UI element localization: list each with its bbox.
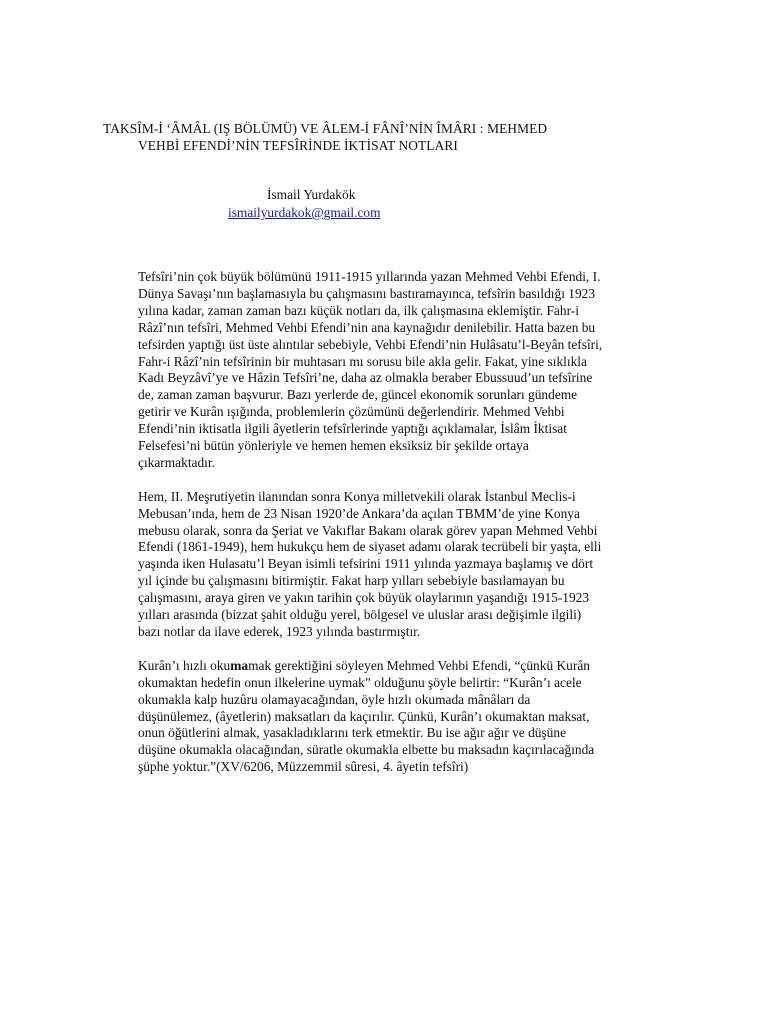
paragraph-line: Tefsîri’nin çok büyük bölümünü 1911-1915 yıllarında yazan Mehmed Vehbi Efendi, I. bbox=[138, 269, 601, 284]
paragraph-line: yılına kadar, zaman zaman bazı küçük notları da, ilk çalışmasına eklemiştir. Fahr-i bbox=[138, 302, 579, 318]
title-line-2: VEHBİ EFENDİ’NİN TEFSÎRİNDE İKTİSAT NOTLARI bbox=[138, 138, 458, 153]
paragraph-line: okumakla kalp huzûru olamayacağından, öyle hızlı okumada mânâları da bbox=[138, 691, 531, 707]
paragraph-line: çıkarmaktadır. bbox=[138, 454, 215, 470]
paragraph-line: Mebusan’ında, hem de 23 Nisan 1920’de Ankara’da açılan TBMM’de yine Konya bbox=[138, 505, 580, 521]
paragraph-line: yılları arasında (bizzat şahit olduğu yerel, bölgesel ve uluslar arası değişimle ilgili) bbox=[138, 607, 582, 623]
paragraph-line: de, zaman zaman başvurur. Bazı yerlerde de, güncel ekonomik sorunları gündeme bbox=[138, 387, 578, 403]
paragraph-line: şüphe yoktur.”(XV/6206, Müzzemmil sûresi, 4. âyetin tefsîri) bbox=[138, 759, 469, 775]
title-line-1: TAKSÎM-İ ‘ÂMÂL (IŞ BÖLÜMÜ) VE ÂLEM-İ FÂNÎ’NİN ÎMÂRI : MEHMED bbox=[103, 121, 548, 136]
paragraph-line: okumaktan hedefin onun ilkelerine uymak” olduğunu şöyle belirtir: “Kurân’ı acele bbox=[138, 674, 582, 690]
paragraph-line: Râzî’nın tefsîri, Mehmed Vehbi Efendi’nin ana kaynağıdır denilebilir. Hatta bazen bu bbox=[138, 319, 596, 335]
paragraph-line: çalışmasını, araya giren ve yakın tarihin çok büyük olaylarının yaşandığı 1915-1923 bbox=[138, 590, 590, 606]
author-email-link[interactable]: ismailyurdakok@gmail.com bbox=[228, 205, 381, 220]
paragraph-line: Fahr-i Râzî’nin tefsîrinin bir muhtasarı mı sorusu bile akla gelir. Fakat, yine sıklıkla bbox=[138, 353, 587, 369]
paragraph-text: Kurân’ı hızlı oku bbox=[138, 657, 231, 673]
paragraph-text: mak gerektiğini söyleyen Mehmed Vehbi Efendi, “çünkü Kurân bbox=[248, 657, 590, 673]
paragraph-line: düşüne okumakla olacağından, süratle okumakla elbette bu maksadın kaçırılacağında bbox=[138, 742, 595, 758]
paragraph-1 bbox=[138, 269, 678, 472]
document-title bbox=[103, 120, 703, 154]
paragraph-line: Felsefesi’ni bütün yönleriyle ve hemen hemen eksiksiz bir şekilde ortaya bbox=[138, 438, 529, 454]
paragraph-line: düşünülemez, (âyetlerin) maksatları da kaçırılır. Çünkü, Kurân’ı okumaktan maksat, bbox=[138, 708, 590, 724]
paragraph-line: mebusu olarak, sonra da Şeriat ve Vakıflar Bakanı olarak görev yapan Mehmed Vehbi bbox=[138, 522, 598, 538]
paragraph-line: bazı notlar da ilave ederek, 1923 yılında bastırmıştır. bbox=[138, 624, 421, 640]
paragraph-line: getirir ve Kurân ışığında, problemlerin çözümünü değerlendirir. Mehmed Vehbi bbox=[138, 404, 565, 420]
paragraph-line bbox=[138, 658, 678, 675]
paragraph-line: onun öğütlerini almak, yasakladıklarını terk etmektir. Bu ise ağır ağır ve düşüne bbox=[138, 725, 567, 741]
paragraph-emphasis: ma bbox=[230, 657, 249, 673]
paragraph-line: Dünya Savaşı’nın başlamasıyla bu çalışmasını bastıramayınca, tefsîrin basıldığı 1923 bbox=[138, 285, 596, 301]
paragraph-line: tefsirden yaptığı üst üste alıntılar sebebiyle, Vehbi Efendi’nin Hulâsatu’l-Beyân tefsîri, bbox=[138, 336, 603, 352]
paragraph-line: yıl içinde bu çalışmasını bitirmiştir. Fakat harp yılları sebebiyle basılamayan bu bbox=[138, 573, 565, 589]
author-name: İsmail Yurdakök bbox=[267, 187, 356, 202]
body-text bbox=[138, 269, 678, 793]
paragraph-line: Hem, II. Meşrutiyetin ilanından sonra Konya milletvekili olarak İstanbul Meclis-i bbox=[138, 488, 576, 504]
paragraph-2 bbox=[138, 489, 678, 641]
paragraph-line: Efendi (1861-1949), hem hukukçu hem de siyaset adamı olarak tecrübeli bir yaşta, elli bbox=[138, 539, 602, 555]
paragraph-line: yaşında iken Hulasatu’l Beyan isimli tefsirini 1911 yılında yazmaya başlamış ve dört bbox=[138, 556, 594, 572]
paragraph-line: Efendi’nin iktisatla ilgili âyetlerin tefsîrlerinde yaptığı açıklamalar, İslâm İktisat bbox=[138, 421, 567, 437]
paragraph-3 bbox=[138, 658, 678, 776]
paragraph-line: Kadı Beyzâvî’ye ve Hâzin Tefsîri’ne, daha az olmakla beraber Ebussuud’un tefsîrine bbox=[138, 370, 593, 386]
